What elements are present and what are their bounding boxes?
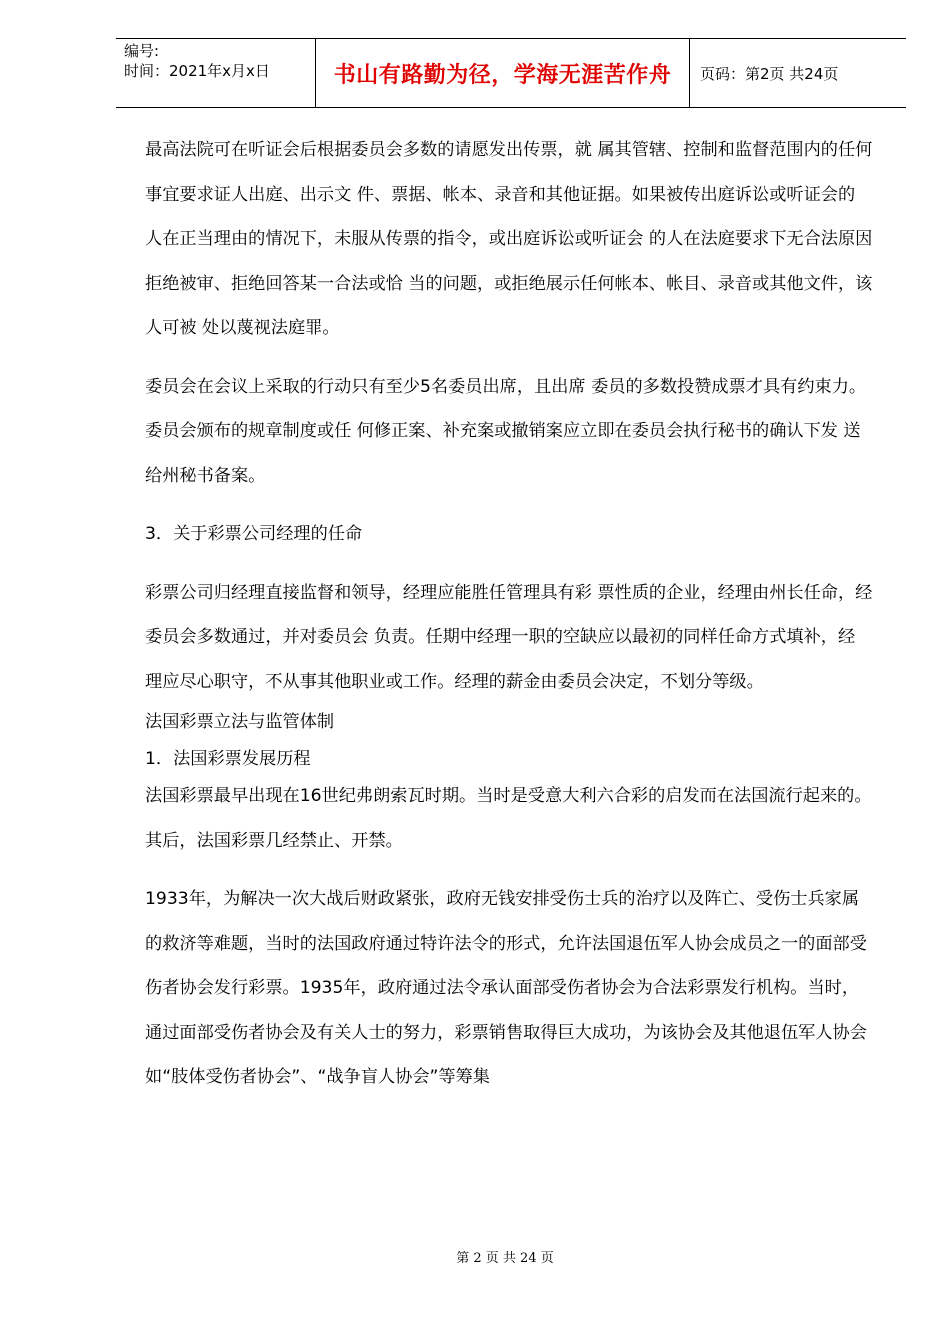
document-header: [116, 38, 906, 108]
heading-manager-appointment: 3．关于彩票公司经理的任命: [145, 524, 363, 544]
document-body: [145, 128, 875, 1100]
time-label: 时间：2021年x月x日: [124, 62, 270, 80]
paragraph-france-origin: 法国彩票最早出现在16世纪弗朗索瓦时期。当时是受意大利六合彩的启发而在法国流行起来的。其后，法国彩票几经禁止、开禁。: [145, 786, 872, 851]
paragraph-manager: 彩票公司归经理直接监督和领导，经理应能胜任管理具有彩 票性质的企业，经理由州长任命，经委员会多数通过，并对委员会 负责。任期中经理一职的空缺应以最初的同样任命方式填补，经 理应尽心职守，不从事其他职业或工作。经理的薪金由委员会决定，不划分等级。: [145, 582, 873, 692]
header-motto: 书山有路勤为径，学海无涯苦作舟: [316, 39, 690, 107]
paragraph-france-1933: 1933年，为解决一次大战后财政紧张，政府无钱安排受伤士兵的治疗以及阵亡、受伤士兵家属的救济等难题，当时的法国政府通过特许法令的形式，允许法国退伍军人协会成员之一的面部受伤者协会发行彩票。1935年，政府通过法令承认面部受伤者协会为合法彩票发行机构。当时，通过面部受伤者协会及有关人士的努力，彩票销售取得巨大成功，为该协会及其他退伍军人协会如“肢体受伤者协会”、“战争盲人协会”等筹集: [145, 889, 867, 1087]
serial-label: 编号:: [124, 42, 160, 60]
paragraph-committee-action: 委员会在会议上采取的行动只有至少5名委员出席，且出席 委员的多数投赞成票才具有约束力。委员会颁布的规章制度或任 何修正案、补充案或撤销案应立即在委员会执行秘书的确认下发 送给州秘书备案。: [145, 376, 867, 486]
heading-france-history: 1．法国彩票发展历程: [145, 749, 311, 769]
paragraph-subpoena: 最高法院可在听证会后根据委员会多数的请愿发出传票，就 属其管辖、控制和监督范围内的任何事宜要求证人出庭、出示文 件、票据、帐本、录音和其他证据。如果被传出庭诉讼或听证会的 人在正当理由的情况下，未服从传票的指令，或出庭诉讼或听证会 的人在法庭要求下无合法原因拒绝被审、拒绝回答某一合法或恰 当的问题，或拒绝展示任何帐本、帐目、录音或其他文件，该人可被 处以蔑视法庭罪。: [145, 140, 873, 338]
section-title-france: 法国彩票立法与监管体制: [145, 712, 335, 732]
page-footer: 第 2 页 共 24 页: [456, 1251, 554, 1266]
header-page-number: 页码：第2页 共24页: [700, 64, 839, 83]
header-meta: [116, 39, 316, 107]
